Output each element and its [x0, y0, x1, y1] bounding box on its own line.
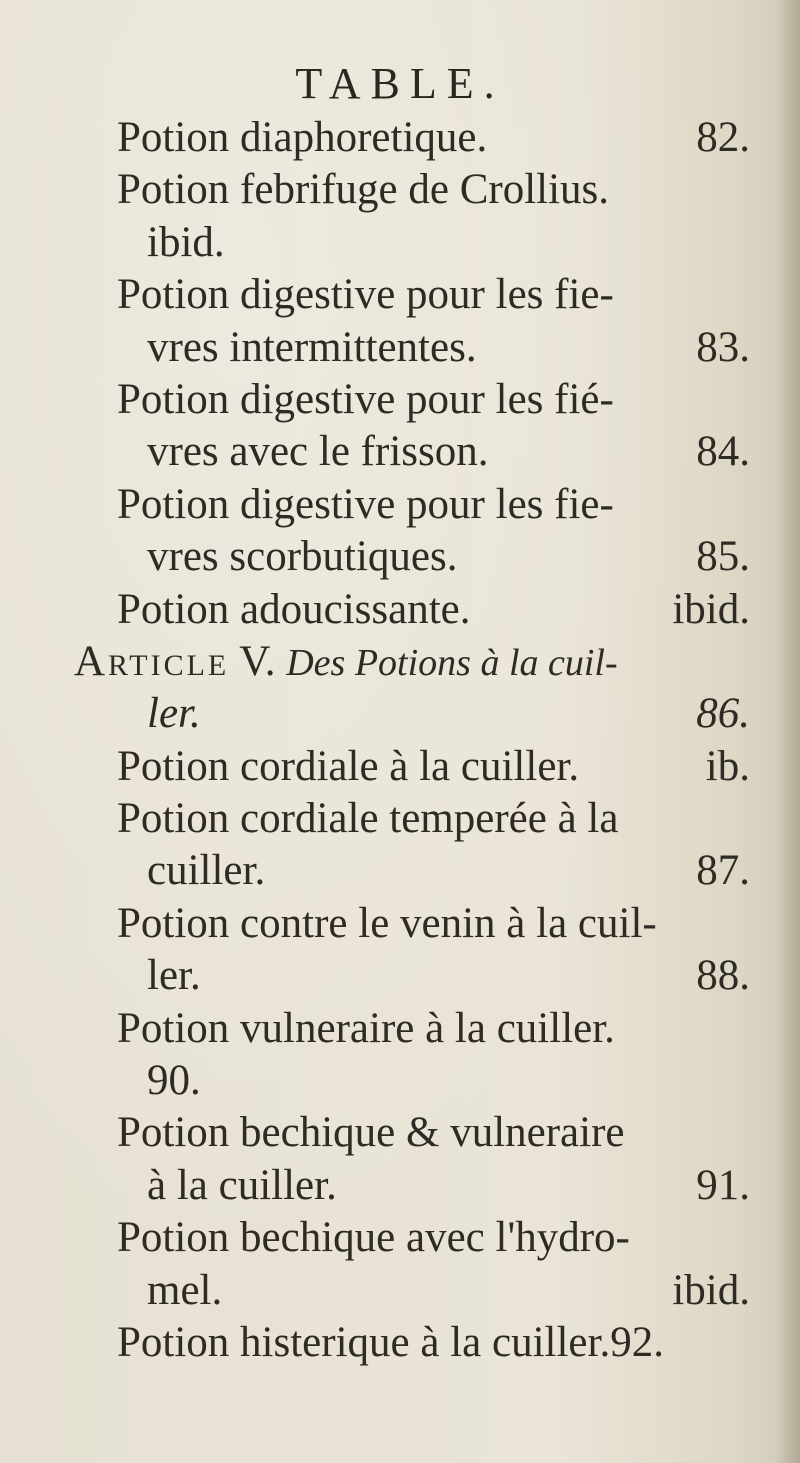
toc-page-number: 82. — [696, 114, 750, 161]
toc-entry-text: ibid. — [147, 218, 225, 266]
toc-line — [0, 269, 800, 321]
toc-page-number: 83. — [696, 323, 750, 371]
toc-line — [0, 217, 800, 269]
toc-line — [0, 950, 800, 1002]
article-number: V. — [229, 637, 287, 685]
toc-entry-text: cuiller. — [147, 847, 266, 895]
toc-page-number: ibid. — [672, 1266, 750, 1314]
toc-entry-text: Potion diaphoretique. — [117, 114, 488, 161]
article-label: Article — [74, 637, 230, 685]
toc-entry-text: 90. — [147, 1057, 201, 1105]
toc-entry-text: vres avec le frisson. — [147, 428, 489, 476]
table-of-contents — [0, 112, 800, 1369]
toc-line — [0, 426, 800, 478]
toc-entry-text: vres scorbutiques. — [147, 533, 458, 581]
toc-line — [0, 1107, 800, 1159]
toc-entry-text: mel. — [147, 1266, 223, 1314]
toc-entry-text: Potion bechique avec l'hydro- — [117, 1214, 630, 1262]
toc-entry-text: à la cuiller. — [147, 1161, 337, 1209]
toc-line — [0, 741, 800, 793]
article-heading-text — [74, 636, 618, 689]
toc-line — [0, 793, 800, 845]
toc-page-number: ibid. — [672, 585, 750, 633]
toc-page-number: 88. — [696, 952, 750, 1000]
toc-line — [0, 531, 800, 583]
toc-entry-text: Potion bechique & vulneraire — [117, 1109, 625, 1157]
toc-entry-text: Potion febrifuge de Crollius. — [117, 166, 610, 214]
toc-page-number: 86. — [696, 690, 750, 738]
article-title: Des Potions à la cuil- — [286, 641, 618, 684]
toc-line — [0, 1055, 800, 1107]
toc-page-number: ib. — [705, 742, 750, 790]
toc-line — [0, 1003, 800, 1055]
toc-entry-text: ler. — [147, 952, 201, 1000]
toc-page-number: 87. — [696, 847, 750, 895]
toc-entry-text: Potion histerique à la cuiller.92. — [117, 1318, 664, 1366]
toc-entry-text: Potion cordiale temperée à la — [117, 795, 619, 843]
toc-entry-text: Potion vulneraire à la cuiller. — [117, 1004, 615, 1052]
toc-line — [0, 322, 800, 374]
toc-entry-text: Potion digestive pour les fie- — [117, 271, 614, 319]
toc-page-number: 91. — [696, 1161, 750, 1209]
toc-entry-text: Potion cordiale à la cuiller. — [117, 742, 580, 790]
running-header: TABLE. — [295, 59, 505, 108]
toc-line — [0, 164, 800, 216]
toc-page-number: 85. — [696, 533, 750, 581]
toc-line — [0, 1265, 800, 1317]
toc-line — [0, 1160, 800, 1212]
toc-line — [0, 1212, 800, 1264]
toc-page-number: 84. — [696, 428, 750, 476]
toc-entry-text: Potion contre le venin à la cuil- — [117, 899, 657, 947]
toc-line — [0, 112, 800, 164]
toc-line — [0, 584, 800, 636]
toc-line — [0, 688, 800, 740]
toc-entry-text: ler. — [147, 690, 201, 738]
toc-line — [0, 479, 800, 531]
toc-entry-text: Potion digestive pour les fié- — [117, 375, 614, 423]
toc-line — [0, 1317, 800, 1369]
toc-entry-text: Potion digestive pour les fie- — [117, 480, 614, 528]
toc-entry-text: Potion adoucissante. — [117, 585, 471, 633]
toc-line — [0, 898, 800, 950]
article-heading — [0, 636, 800, 688]
toc-entry-text: vres intermittentes. — [147, 323, 477, 371]
toc-line — [0, 845, 800, 897]
toc-line — [0, 374, 800, 426]
